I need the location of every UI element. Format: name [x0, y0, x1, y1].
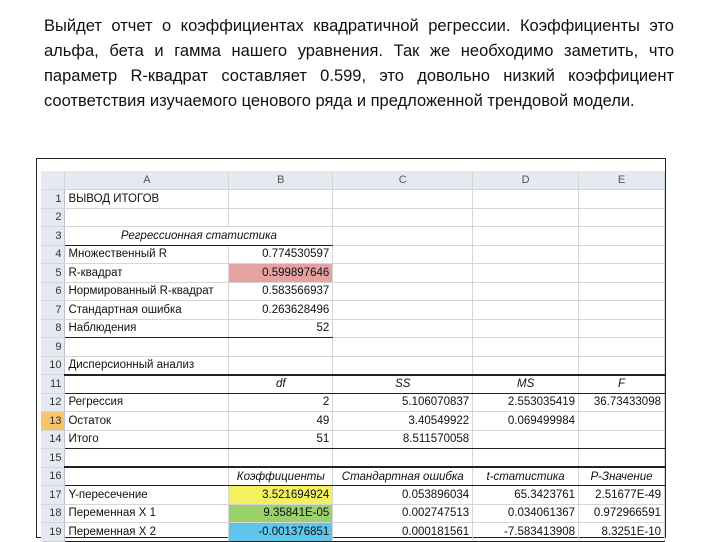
cell-c15[interactable] — [333, 449, 473, 468]
paragraph-start: Выйдет — [44, 17, 112, 35]
column-header-d[interactable]: D — [473, 171, 579, 190]
column-header-e[interactable]: E — [579, 171, 665, 190]
sheet-row — [41, 227, 665, 246]
row-header-1[interactable]: 1 — [41, 190, 65, 209]
cell-a5[interactable]: R-квадрат — [65, 264, 229, 283]
cell-c12[interactable]: 5.106070837 — [333, 393, 473, 412]
cell-d13[interactable]: 0.069499984 — [473, 412, 579, 431]
sheet-row — [41, 467, 665, 486]
cell-a4[interactable]: Множественный R — [65, 245, 229, 264]
spreadsheet-screenshot — [36, 158, 666, 538]
row-header-3[interactable]: 3 — [41, 227, 65, 246]
cell-e19[interactable]: 8.3251E-10 — [579, 523, 665, 542]
paragraph-emphasis: отчет о коэффициентах квадратичной регрессии — [111, 17, 506, 35]
spreadsheet-grid — [41, 171, 665, 542]
cell-e13[interactable] — [579, 412, 665, 431]
cell-e12[interactable]: 36.73433098 — [579, 393, 665, 412]
sheet-row — [41, 190, 665, 209]
cell-e3[interactable] — [579, 227, 665, 246]
cell-e15[interactable] — [579, 449, 665, 468]
row-header-5[interactable]: 5 — [41, 264, 65, 283]
cell-d12[interactable]: 2.553035419 — [473, 393, 579, 412]
cell-a2[interactable] — [65, 208, 229, 227]
row-header-11[interactable]: 11 — [41, 375, 65, 394]
cell-b17[interactable]: 3.521694924 — [229, 486, 333, 505]
cell-c18[interactable]: 0.002747513 — [333, 504, 473, 523]
cell-e1[interactable] — [579, 190, 665, 209]
cell-e11[interactable]: F — [579, 375, 665, 394]
cell-b4[interactable]: 0.774530597 — [229, 245, 333, 264]
cell-d14[interactable] — [473, 430, 579, 449]
sheet-row — [41, 319, 665, 338]
cell-c13[interactable]: 3.40549922 — [333, 412, 473, 431]
sheet-row — [41, 393, 665, 412]
cell-b2[interactable] — [229, 208, 333, 227]
cell-a1[interactable]: ВЫВОД ИТОГОВ — [65, 190, 229, 209]
row-header-16[interactable]: 16 — [41, 467, 65, 486]
sheet-row — [41, 486, 665, 505]
sheet-row — [41, 245, 665, 264]
cell-a12[interactable]: Регрессия — [65, 393, 229, 412]
column-header-row — [41, 171, 665, 190]
cell-b15[interactable] — [229, 449, 333, 468]
cell-c9[interactable] — [333, 338, 473, 357]
cell-d16[interactable]: t-статистика — [473, 467, 579, 486]
cell-a6[interactable]: Нормированный R-квадрат — [65, 282, 229, 301]
cell-d7[interactable] — [473, 301, 579, 320]
cell-d6[interactable] — [473, 282, 579, 301]
sheet-row — [41, 356, 665, 375]
row-header-10[interactable]: 10 — [41, 356, 65, 375]
sheet-row — [41, 412, 665, 431]
cell-a9[interactable] — [65, 338, 229, 357]
cell-b5[interactable]: 0.599897646 — [229, 264, 333, 283]
column-header-a[interactable]: A — [65, 171, 229, 190]
sheet-row — [41, 504, 665, 523]
cell-b1[interactable] — [229, 190, 333, 209]
cell-e14[interactable] — [579, 430, 665, 449]
cell-e2[interactable] — [579, 208, 665, 227]
select-all-corner[interactable] — [41, 171, 65, 190]
cell-d19[interactable]: -7.583413908 — [473, 523, 579, 542]
sheet-row — [41, 430, 665, 449]
cell-c2[interactable] — [333, 208, 473, 227]
paragraph-line1-end: . Коэффициенты — [505, 17, 640, 35]
cell-b9[interactable] — [229, 338, 333, 357]
cell-c16[interactable]: Стандартная ошибка — [333, 467, 473, 486]
cell-b8[interactable]: 52 — [229, 319, 333, 338]
cell-d15[interactable] — [473, 449, 579, 468]
cell-b19[interactable]: -0.001376851 — [229, 523, 333, 542]
sheet-row — [41, 264, 665, 283]
column-header-b[interactable]: B — [229, 171, 333, 190]
row-header-17[interactable]: 17 — [41, 486, 65, 505]
cell-e17[interactable]: 2.51677E-49 — [579, 486, 665, 505]
cell-d8[interactable] — [473, 319, 579, 338]
cell-a15[interactable] — [65, 449, 229, 468]
cell-e4[interactable] — [579, 245, 665, 264]
cell-d10[interactable] — [473, 356, 579, 375]
cell-c11[interactable]: SS — [333, 375, 473, 394]
cell-a13[interactable]: Остаток — [65, 412, 229, 431]
cell-a11[interactable] — [65, 375, 229, 394]
cell-b12[interactable]: 2 — [229, 393, 333, 412]
cell-d5[interactable] — [473, 264, 579, 283]
cell-a17[interactable]: Y-пересечение — [65, 486, 229, 505]
cell-e10[interactable] — [579, 356, 665, 375]
cell-d9[interactable] — [473, 338, 579, 357]
row-header-4[interactable]: 4 — [41, 245, 65, 264]
row-header-14[interactable]: 14 — [41, 430, 65, 449]
cell-d4[interactable] — [473, 245, 579, 264]
sheet-row — [41, 282, 665, 301]
cell-b6[interactable]: 0.583566937 — [229, 282, 333, 301]
row-header-6[interactable]: 6 — [41, 282, 65, 301]
row-header-13[interactable]: 13 — [41, 412, 65, 431]
cell-e18[interactable]: 0.972966591 — [579, 504, 665, 523]
row-header-12[interactable]: 12 — [41, 393, 65, 412]
row-header-19[interactable]: 19 — [41, 523, 65, 542]
description-paragraph — [44, 14, 674, 114]
row-header-18[interactable]: 18 — [41, 504, 65, 523]
cell-e6[interactable] — [579, 282, 665, 301]
cell-d18[interactable]: 0.034061367 — [473, 504, 579, 523]
cell-e8[interactable] — [579, 319, 665, 338]
sheet-row — [41, 338, 665, 357]
paragraph-rest: это альфа, бета и гамма нашего уравнения. Так же необходимо заметить, что параметр R-квадрат составляет 0.599, это довольно низкий коэффициент соответствия изучаемого ценового ряда и предложенной трендовой модели. — [44, 17, 674, 110]
cell-b11[interactable]: df — [229, 375, 333, 394]
cell-c17[interactable]: 0.053896034 — [333, 486, 473, 505]
cell-a14[interactable]: Итого — [65, 430, 229, 449]
cell-a16[interactable] — [65, 467, 229, 486]
cell-c4[interactable] — [333, 245, 473, 264]
cell-c6[interactable] — [333, 282, 473, 301]
cell-a3[interactable]: Регрессионная статистика — [65, 227, 333, 246]
cell-c3[interactable] — [333, 227, 473, 246]
cell-a8[interactable]: Наблюдения — [65, 319, 229, 338]
cell-b14[interactable]: 51 — [229, 430, 333, 449]
cell-a7[interactable]: Стандартная ошибка — [65, 301, 229, 320]
row-header-15[interactable]: 15 — [41, 449, 65, 468]
cell-a19[interactable]: Переменная X 2 — [65, 523, 229, 542]
cell-d17[interactable]: 65.3423761 — [473, 486, 579, 505]
cell-e9[interactable] — [579, 338, 665, 357]
column-header-c[interactable]: C — [333, 171, 473, 190]
row-header-2[interactable]: 2 — [41, 208, 65, 227]
cell-e16[interactable]: P-Значение — [579, 467, 665, 486]
cell-e7[interactable] — [579, 301, 665, 320]
row-header-8[interactable]: 8 — [41, 319, 65, 338]
cell-a18[interactable]: Переменная X 1 — [65, 504, 229, 523]
cell-c1[interactable] — [333, 190, 473, 209]
cell-c5[interactable] — [333, 264, 473, 283]
cell-b16[interactable]: Коэффициенты — [229, 467, 333, 486]
cell-d11[interactable]: MS — [473, 375, 579, 394]
cell-c8[interactable] — [333, 319, 473, 338]
cell-d2[interactable] — [473, 208, 579, 227]
row-header-7[interactable]: 7 — [41, 301, 65, 320]
cell-c10[interactable] — [333, 356, 473, 375]
cell-b13[interactable]: 49 — [229, 412, 333, 431]
cell-c19[interactable]: 0.000181561 — [333, 523, 473, 542]
cell-b18[interactable]: 9.35841E-05 — [229, 504, 333, 523]
sheet-row — [41, 301, 665, 320]
cell-b10[interactable] — [229, 356, 333, 375]
sheet-row — [41, 523, 665, 542]
sheet-row — [41, 375, 665, 394]
cell-c14[interactable]: 8.511570058 — [333, 430, 473, 449]
cell-d3[interactable] — [473, 227, 579, 246]
cell-c7[interactable] — [333, 301, 473, 320]
cell-a10[interactable]: Дисперсионный анализ — [65, 356, 229, 375]
cell-e5[interactable] — [579, 264, 665, 283]
sheet-row — [41, 208, 665, 227]
row-header-9[interactable]: 9 — [41, 338, 65, 357]
sheet-row — [41, 449, 665, 468]
cell-b7[interactable]: 0.263628496 — [229, 301, 333, 320]
cell-d1[interactable] — [473, 190, 579, 209]
